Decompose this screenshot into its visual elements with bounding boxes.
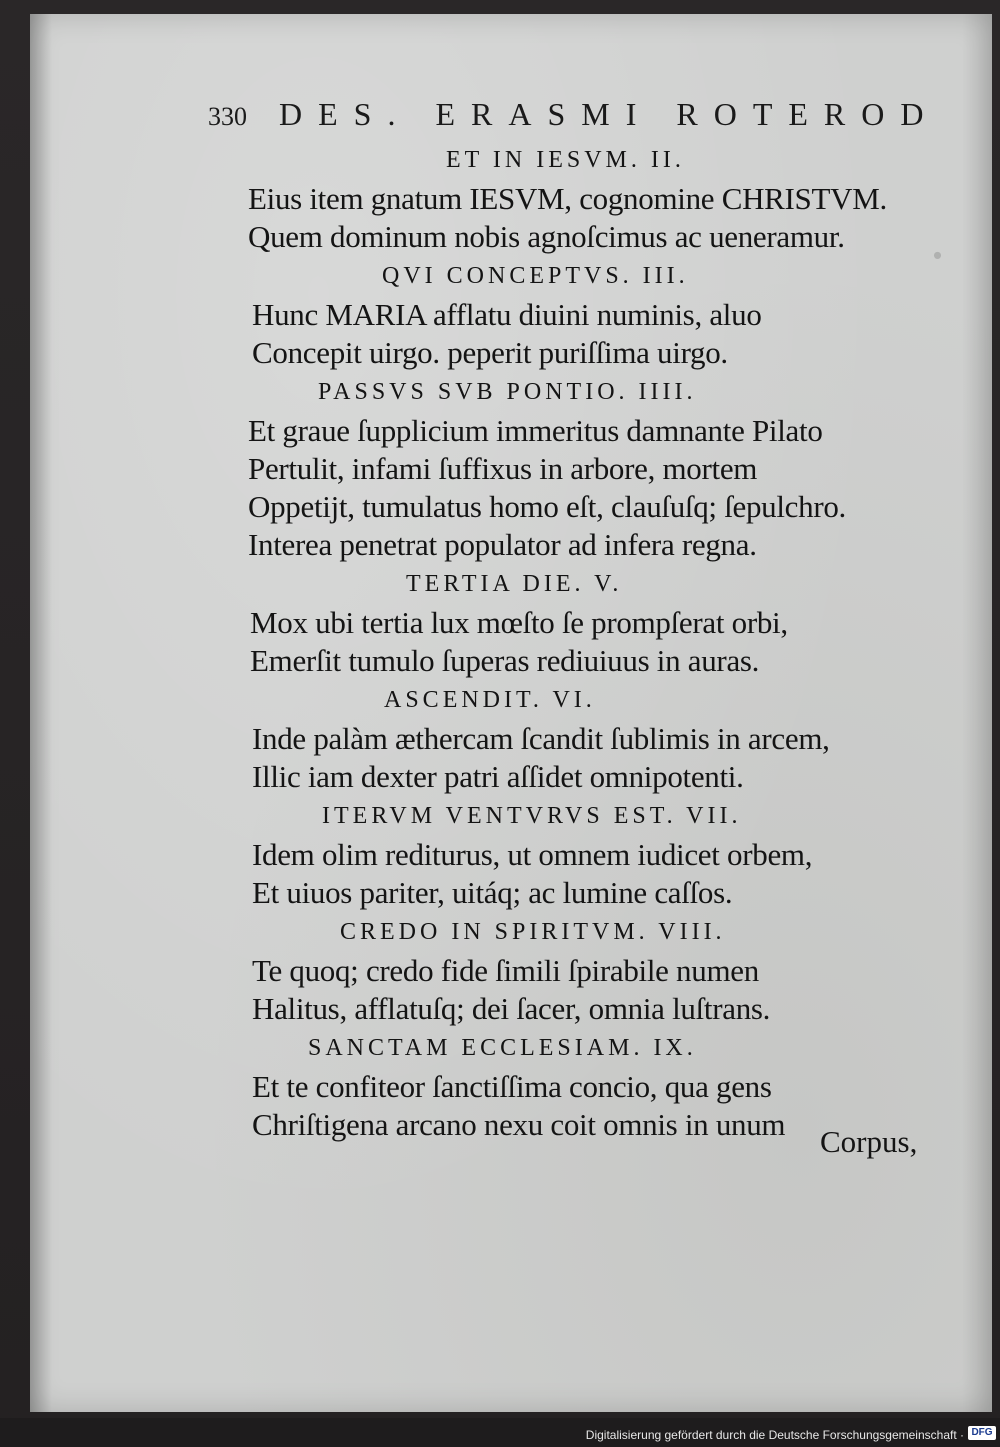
- catchword: Corpus,: [820, 1124, 918, 1159]
- article-heading: ASCENDIT. VI.: [384, 687, 596, 713]
- verse-line: Hunc MARIA afflatu diuini numinis, aluo: [252, 297, 762, 332]
- verse-line: Idem olim rediturus, ut omnem iudicet orbem,: [252, 837, 813, 872]
- verse-line: Et uiuos pariter, uitáq; ac lumine caſſos.: [252, 875, 733, 910]
- verse-line: Halitus, afflatuſq; dei ſacer, omnia luſtrans.: [252, 991, 771, 1026]
- article-heading: SANCTAM ECCLESIAM. IX.: [308, 1035, 697, 1061]
- verse-line: Mox ubi tertia lux mœſto ſe prompſerat orbi,: [250, 605, 788, 640]
- verse-line: Emerſit tumulo ſuperas rediuiuus in auras.: [250, 643, 760, 678]
- funding-notice: Digitalisierung gefördert durch die Deutsche Forschungsgemeinschaft ·: [585, 1428, 964, 1442]
- article-heading: ITERVM VENTVRVS EST. VII.: [322, 803, 742, 829]
- article-heading: CREDO IN SPIRITVM. VIII.: [340, 919, 726, 945]
- verse-line: Te quoq; credo fide ſimili ſpirabile numen: [252, 953, 759, 988]
- verse-line: Pertulit, infami ſuffixus in arbore, mortem: [248, 451, 758, 486]
- article-heading: PASSVS SVB PONTIO. IIII.: [318, 379, 697, 405]
- verse-line: Illic iam dexter patri aſſidet omnipotenti.: [252, 759, 744, 794]
- verse-line: Oppetijt, tumulatus homo eſt, clauſuſq; ſepulchro.: [248, 489, 847, 524]
- article-heading: QVI CONCEPTVS. III.: [382, 263, 689, 289]
- verse-line: Inde palàm æthercam ſcandit ſublimis in arcem,: [252, 721, 830, 756]
- verse-line: Concepit uirgo. peperit puriſſima uirgo.: [252, 335, 728, 370]
- running-head: [208, 96, 940, 133]
- verse-line: Interea penetrat populator ad infera regna.: [248, 527, 757, 562]
- verse-line: Eius item gnatum IESVM, cognomine CHRISTVM.: [248, 181, 887, 216]
- verse-line: Et te confiteor ſanctiſſima concio, qua gens: [252, 1069, 772, 1104]
- page-number: 330: [208, 102, 247, 131]
- article-heading: ET IN IESVM. II.: [446, 147, 685, 173]
- dfg-logo: DFG: [968, 1426, 996, 1440]
- creed-verse-block: [248, 140, 948, 1144]
- running-head-title: DES. ERASMI ROTEROD: [279, 96, 940, 132]
- show-through-mark: .: [930, 205, 945, 271]
- article-heading: TERTIA DIE. V.: [406, 571, 623, 597]
- verse-line: Chriſtigena arcano nexu coit omnis in unum: [252, 1107, 786, 1142]
- verse-line: Quem dominum nobis agnoſcimus ac ueneramur.: [248, 219, 845, 254]
- verse-line: Et graue ſupplicium immeritus damnante Pilato: [248, 413, 823, 448]
